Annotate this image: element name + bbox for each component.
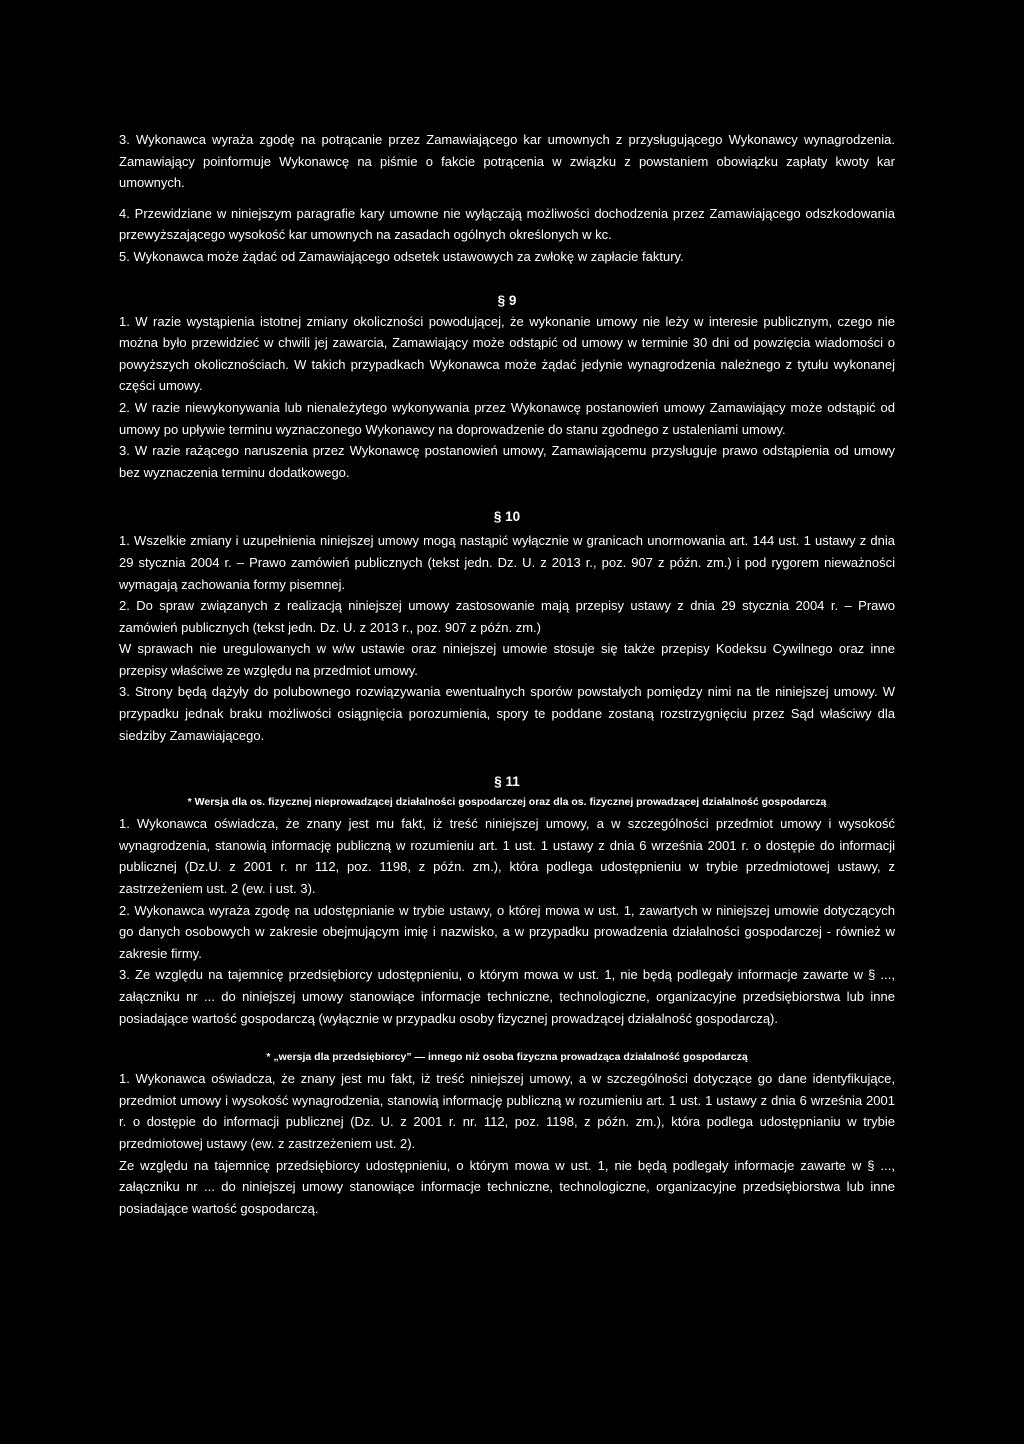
paragraph-11-alt-2: Ze względu na tajemnicę przedsiębiorcy udostępnieniu, o którym mowa w ust. 1, nie będą podlegały informacje zawarte w § ..., załączniku nr ... do niniejszej umowy stanowiące informacje techniczne, technologiczne, organizacyjne przedsiębiorstwa lub inne posiadające wartość gospodarczą. (119, 1157, 895, 1216)
paragraph-10-1: 1. Wszelkie zmiany i uzupełnienia niniejszej umowy mogą nastąpić wyłącznie w granicach unormowania art. 144 ust. 1 ustawy z dnia 29 stycznia 2004 r. – Prawo zamówień publicznych (tekst jedn. Dz. U. z 2013 r., poz. 907 z późn. zm.) i pod rygorem nieważności wymagają zachowania formy pisemnej. (119, 533, 895, 592)
version-note-entrepreneur: * „wersja dla przedsiębiorcy” — innego niż osoba fizyczna prowadząca działalność gospodarczą (266, 1051, 748, 1064)
paragraph-11-3: 3. Ze względu na tajemnicę przedsiębiorcy udostępnieniu, o którym mowa w ust. 1, nie będą podlegały informacje zawarte w § ..., załączniku nr ... do niniejszej umowy stanowiące informacje techniczne, technologiczne, organizacyjne przedsiębiorstwa lub inne posiadające wartość gospodarczą (wyłącznie w przypadku osoby fizycznej prowadzącej działalność gospodarczą). (119, 967, 895, 1026)
section-10-heading: § 10 (493, 509, 521, 525)
paragraph-9-3: 3. W razie rażącego naruszenia przez Wykonawcę postanowień umowy, Zamawiającemu przysługuje prawo odstąpienia od umowy bez wyznaczenia terminu dodatkowego. (119, 443, 895, 480)
paragraph-11-1: 1. Wykonawca oświadcza, że znany jest mu fakt, iż treść niniejszej umowy, a w szczególności przedmiot umowy i wysokość wynagrodzenia, stanowią informację publiczną w rozumieniu art. 1 ust. 1 ustawy z dnia 6 września 2001 r. o dostępie do informacji publicznej (Dz.U. z 2001 r. nr 112, poz. 1198, z późn. zm.), która podlega udostępnieniu w trybie przedmiotowej ustawy, z zastrzeżeniem ust. 2 (ew. i ust. 3). (119, 816, 895, 897)
document-page (119, 129, 895, 1219)
paragraph-8-5: 5. Wykonawca może żądać od Zamawiającego odsetek ustawowych za zwłokę w zapłacie faktury. (119, 248, 684, 264)
section-11-heading: § 11 (494, 774, 520, 790)
section-9-heading: § 9 (497, 292, 517, 308)
paragraph-10-3: 3. Strony będą dążyły do polubownego rozwiązywania ewentualnych sporów powstałych pomiędzy nimi na tle niniejszej umowy. W przypadku jednak braku możliwości osiągnięcia porozumienia, spory te poddane zostaną rozstrzygnięciu przez Sąd właściwy dla siedziby Zamawiającego. (119, 684, 895, 743)
paragraph-11-alt-1: 1. Wykonawca oświadcza, że znany jest mu fakt, iż treść niniejszej umowy, a w szczególności dotyczące go dane identyfikujące, przedmiot umowy i wysokość wynagrodzenia, stanowią informację publiczną w rozumieniu art. 1 ust. 1 ustawy z dnia 6 września 2001 r. o dostępie do informacji publicznej (Dz. U. z 2001 r. nr. 112, poz. 1198, z późn. zm.), która podlega udostępnianiu w trybie przedmiotowej ustawy (ew. z zastrzeżeniem ust. 2). (119, 1071, 895, 1151)
paragraph-10-2: 2. Do spraw związanych z realizacją niniejszej umowy zastosowanie mają przepisy ustawy z dnia 29 stycznia 2004 r. – Prawo zamówień publicznych (tekst jedn. Dz. U. z 2013 r., poz. 907 z późn. zm.) (119, 598, 895, 635)
paragraph-9-2: 2. W razie niewykonywania lub nienależytego wykonywania przez Wykonawcę postanowień umowy Zamawiający może odstąpić od umowy po upływie terminu wyznaczonego Wykonawcy na doprowadzenie do stanu zgodnego z ustaleniami umowy. (119, 399, 895, 437)
paragraph-8-3: 3. Wykonawca wyraża zgodę na potrącanie przez Zamawiającego kar umownych z przysługującego Wykonawcy wynagrodzenia. Zamawiający poinformuje Wykonawcę na piśmie o fakcie potrącenia w związku z powstaniem obowiązku zapłaty kwoty kar umownych. (119, 132, 895, 191)
paragraph-8-4: 4. Przewidziane w niniejszym paragrafie kary umowne nie wyłączają możliwości dochodzenia przez Zamawiającego odszkodowania przewyższającego wysokość kar umownych na zasadach ogólnych określonych w kc. (119, 205, 895, 243)
paragraph-11-2: 2. Wykonawca wyraża zgodę na udostępnianie w trybie ustawy, o której mowa w ust. 1, zawartych w niniejszej umowie dotyczących go danych osobowych w zakresie obejmującym imię i nazwisko, a w przypadku prowadzenia działalności gospodarczej - również w zakresie firmy. (119, 902, 895, 961)
paragraph-9-1: 1. W razie wystąpienia istotnej zmiany okoliczności powodującej, że wykonanie umowy nie leży w interesie publicznym, czego nie można było przewidzieć w chwili jej zawarcia, Zamawiający może odstąpić od umowy w terminie 30 dni od powzięcia wiadomości o powyższych okolicznościach. W takich przypadkach Wykonawca może żądać jedynie wynagrodzenia należnego z tytułu wykonanej części umowy. (119, 313, 895, 394)
paragraph-10-2b: W sprawach nie uregulowanych w w/w ustawie oraz niniejszej umowie stosuje się także przepisy Kodeksu Cywilnego oraz inne przepisy właściwe ze względu na przedmiot umowy. (119, 641, 895, 678)
version-note-individual: * Wersja dla os. fizycznej nieprowadzącej działalności gospodarczej oraz dla os. fizycznej prowadzącej działalność gospodarczą (187, 796, 827, 809)
